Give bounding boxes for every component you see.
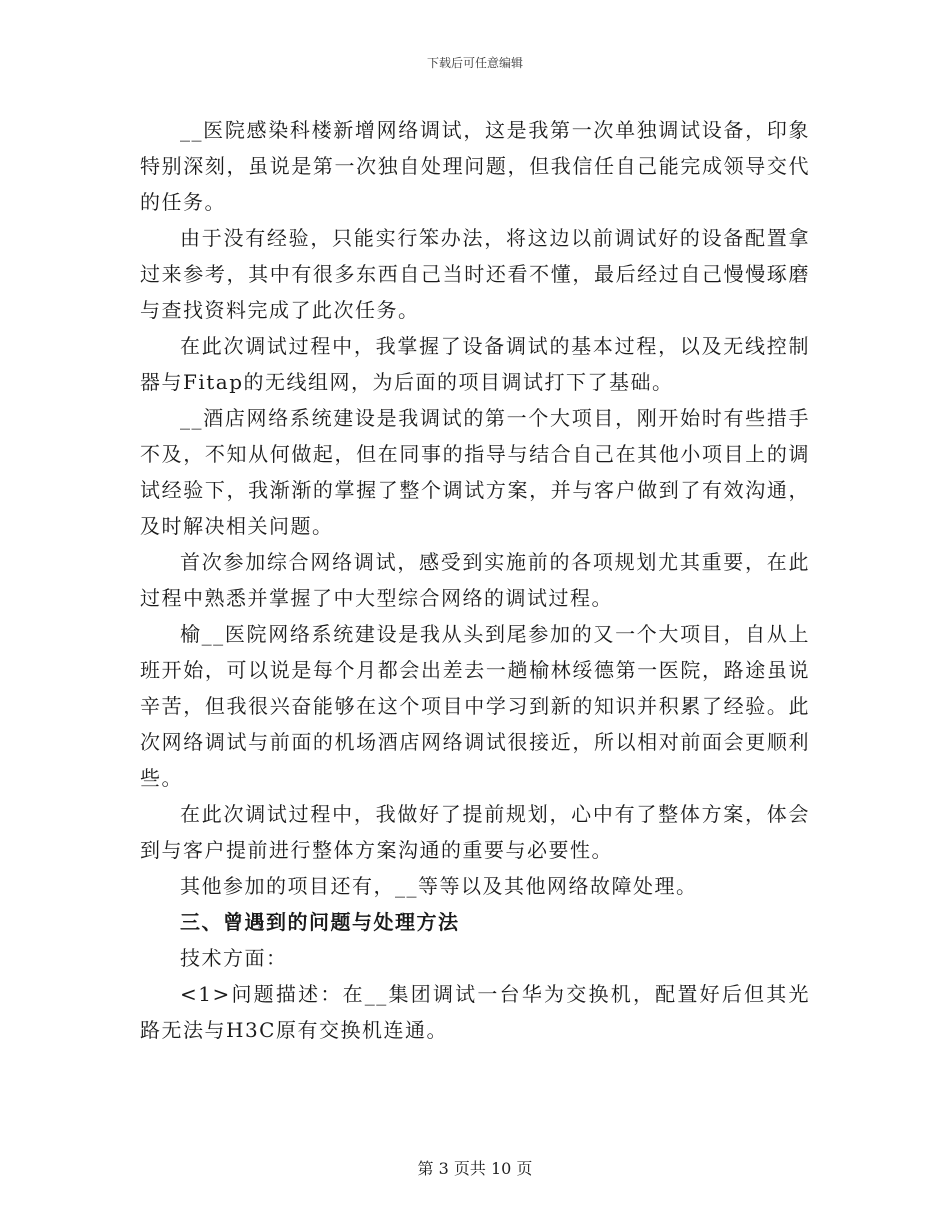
paragraph: 榆__医院网络系统建设是我从头到尾参加的又一个大项目，自从上班开始，可以说是每个月都会出差去一趟榆林绥德第一医院，路途虽说辛苦，但我很兴奋能够在这个项目中学习到新的知识并积累了经验。此次网络调试与前面的机场酒店网络调试很接近，所以相对前面会更顺利些。 [140,622,810,790]
paragraph: 由于没有经验，只能实行笨办法，将这边以前调试好的设备配置拿过来参考，其中有很多东西自己当时还看不懂，最后经过自己慢慢琢磨与查找资料完成了此次任务。 [140,226,810,322]
problem-paragraph: <1>问题描述：在__集团调试一台华为交换机，配置好后但其光路无法与H3C原有交换机连通。 [140,982,810,1042]
section-heading: 三、曾遇到的问题与处理方法 [180,910,460,934]
page-number: 第 3 页共 10 页 [417,1159,533,1178]
paragraph: 在此次调试过程中，我掌握了设备调试的基本过程，以及无线控制器与Fitap的无线组网，为后面的项目调试打下了基础。 [140,334,810,394]
paragraph: __医院感染科楼新增网络调试，这是我第一次单独调试设备，印象特别深刻，虽说是第一次独自处理问题，但我信任自己能完成领导交代的任务。 [140,118,810,214]
paragraph: __酒店网络系统建设是我调试的第一个大项目，刚开始时有些措手不及，不知从何做起，但在同事的指导与结合自己在其他小项目上的调试经验下，我渐渐的掌握了整个调试方案，并与客户做到了有效沟通，及时解决相关问题。 [140,406,810,538]
paragraph: 首次参加综合网络调试，感受到实施前的各项规划尤其重要，在此过程中熟悉并掌握了中大型综合网络的调试过程。 [140,550,810,610]
subsection-label: 技术方面： [180,946,288,970]
page-header: 下载后可任意编辑 [426,56,523,70]
paragraph: 其他参加的项目还有，__等等以及其他网络故障处理。 [180,874,698,898]
paragraph: 在此次调试过程中，我做好了提前规划，心中有了整体方案，体会到与客户提前进行整体方案沟通的重要与必要性。 [140,802,810,862]
document-body [140,112,810,1048]
